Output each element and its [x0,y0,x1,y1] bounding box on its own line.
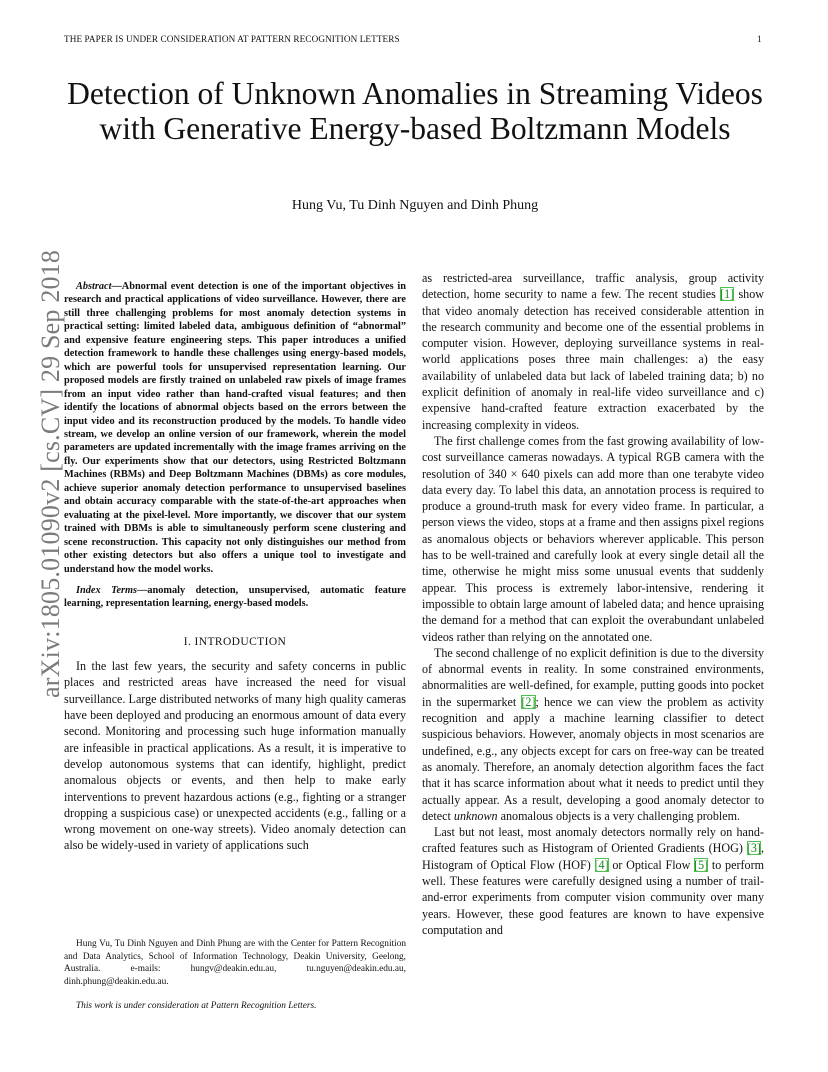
intro-paragraph: In the last few years, the security and safety concerns in public places and restricted areas have increased the need for visual surveillance. Large distributed networks of many high quality cameras have been deployed and producing an enormous amount of data every second. Monitoring and processing such huge information manually are infeasible in practical applications. As a result, it is imperative to develop autonomous systems that can identify, highlight, predict anomalous objects or events, and then help to make early interventions to prevent hazardous actions (e.g., fighting or a stranger dropping a suspicious case) or unexpected accidents (e.g., falling or a wrong movement on one-way streets). Video anomaly detection can also be widely-used in variety of applications such [64,659,406,853]
citation-link[interactable]: [5] [694,857,709,872]
section-first-letter: I [194,635,199,648]
citation-link[interactable]: [1] [720,287,735,302]
body-paragraph-3 [422,645,764,824]
page-number: 1 [757,34,762,44]
text-run: The second challenge of no explicit definition is due to the diversity of abnormal events in reality. In some constrained environments, abnormalities are well-defined, for example, putting goods into pocket in the supermarket [422,645,764,709]
body-paragraph-2: The first challenge comes from the fast growing availability of low-cost surveillance cameras nowadays. A typical RGB camera with the resolution of 340 × 640 pixels can add more than one terabyte video data every day. To label this data, an annotation process is required to produce a ground-truth mask for every video frame. In particular, a person views the video, stops at a frame and then assigns pixel regions as anomalous objects or behaviors wherever applicable. This person has to be well-trained and carefully look at every single detail all the time, otherwise he might miss some unusual events that suddenly appear. This process is extremely labor-intensive, rendering it impossible to obtain large amount of labeled data; and hence upraising the demand for a method that can exploit the overabundant unlabeled videos rather than relying on the annotated one. [422,433,764,644]
body-paragraph-4 [422,824,764,938]
section-heading [64,634,406,650]
consideration-footnote: This work is under consideration at Pattern Recognition Letters. [76,1001,317,1011]
citation-link[interactable]: [3] [746,841,761,856]
text-run: to perform well. These features were carefully designed using a number of trail-and-error experiments from computer vision community over many years. However, these good features are known to have expensive computation and [422,857,765,937]
author-list: Hung Vu, Tu Dinh Nguyen and Dinh Phung [291,198,539,213]
right-column [422,270,764,938]
citation-link[interactable]: [2] [521,694,536,709]
index-terms [64,584,406,611]
abstract [64,280,406,576]
section-number: I. [183,635,195,648]
citation-link[interactable]: [4] [594,857,609,872]
running-head: THE PAPER IS UNDER CONSIDERATION AT PATTERN RECOGNITION LETTERS [64,34,400,44]
text-run: as restricted-area surveillance, traffic analysis, group activity detection, home security to name a few. The recent studies [422,271,764,302]
affiliation-footnote: Hung Vu, Tu Dinh Nguyen and Dinh Phung are with the Center for Pattern Recognition and Data Analytics, School of Information Technology, Deakin University, Geelong, Australia. e-mails: hungv@deakin.edu.au, tu.nguyen@deakin.edu.au, dinh.phung@deakin.edu.au. [64,939,406,987]
emphasis-text: unknown [453,808,498,823]
text-run: anomalous objects is a very challenging problem. [497,808,741,823]
text-run: or Optical Flow [608,857,695,872]
index-terms-label: Index Terms [76,584,138,596]
left-column [64,280,406,854]
text-run: ; hence we can view the problem as activity recognition and apply a machine learning classifier to detect suspicious behaviors. However, anomaly objects in most scenarios are undefined, e.g., any objects except for cars on free-way can be treated as anomaly. Therefore, an anomaly detection algorithm faces the fact that it has scarce information about what it needs to predict until they actually appear. As a result, developing a good anomaly detector to detect [422,694,765,823]
abstract-label: Abstract [76,281,112,292]
text-run: Last but not least, most anomaly detectors normally rely on hand-crafted features such as Histogram of Oriented Gradients (HOG) [422,825,764,856]
abstract-text: —Abnormal event detection is one of the important objectives in research and practical applications of video surveillance. However, there are still three challenging problems for most anomaly detection systems in practical setting: limited labeled data, ambiguous definition of “abnormal” and expensive feature engineering steps. This paper introduces a unified detection framework to handle these challenges using energy-based models, which are powerful tools for unsupervised representation learning. Our proposed models are firstly trained on unlabeled raw pixels of image frames from an input video rather than hand-crafted visual features; and then identify the locations of abnormal objects based on the errors between the input video and its reconstruction produced by the models. To handle video stream, we develop an online version of our framework, wherein the model parameters are updated incrementally with the image frames arriving on the fly. Our experiments show that our detectors, using Restricted Boltzmann Machines (RBMs) and Deep Boltzmann Machines (DBMs) as core modules, achieve superior anomaly detection performance to unsupervised baselines and obtain accuracy comparable with the state-of-the-art approaches when evaluating at the pixel-level. More importantly, we discover that our system trained with DBMs is able to simultaneously perform scene clustering and scene reconstruction. This capacity not only distinguishes our method from other existing detectors but also offers a unique tool to investigate and understand how the model works. [64,281,406,575]
paper-title: Detection of Unknown Anomalies in Streaming Videos with Generative Energy-based Boltzmann Models [67,76,763,146]
section-title-rest: NTRODUCTION [198,635,287,648]
body-paragraph-1 [422,270,764,433]
arxiv-stamp: arXiv:1805.01090v2 [cs.CV] 29 Sep 2018 [36,249,65,698]
index-terms-text: —anomaly detection, unsupervised, automatic feature learning, representation learning, energy-based models. [64,584,406,610]
text-run: , Histogram of Optical Flow (HOF) [422,841,764,872]
text-run: show that video anomaly detection has received considerable attention in the research community and become one of the essential problems in computer vision. However, deploying surveillance systems in real-world applications poses three main challenges: a) the easy availability of unlabeled data but lack of labeled training data; b) no explicit definition of anomaly in real-life video surveillance and c) expensive hand-crafted feature extraction exacerbated by the increasing complexity in videos. [422,287,765,432]
